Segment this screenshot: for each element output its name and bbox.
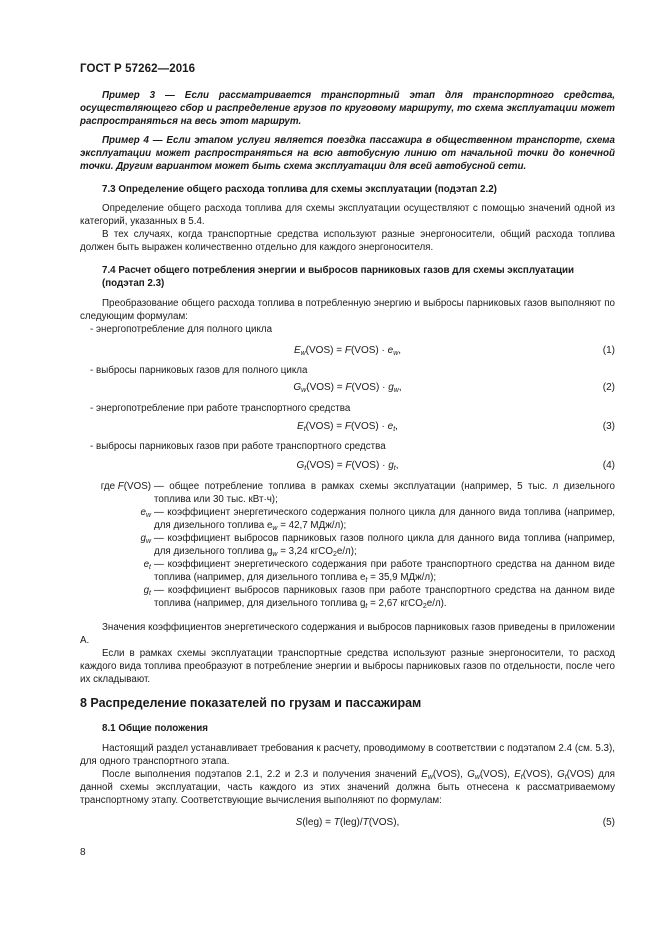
- definition-fvos: где F(VOS) — общее потребление топлива в рамках схемы эксплуатации (например, 5 тыс. л дизельного топлива или 30 тыс. кВт·ч);: [100, 481, 615, 505]
- definition-gw: $g_w$ — коэффициент выбросов парниковых газов полного цикла для данного вида топлива (например, для дизельного топлива $g_w = 3,24$ кгCO$_2$e/л);: [140, 533, 615, 558]
- where-lead: где: [100, 481, 116, 492]
- definition-gt: $g_t$ — коэффициент выбросов парниковых газов при работе транспортного средства на данном виде топлива (например, для дизельного топлива $g_t = 2,67$ кгCO$_2$e/л).: [143, 585, 615, 610]
- example-4: Пример 4 — Если этапом услуги является поездка пассажира в общественном транспорте, схема эксплуатации может распространяться на всю автобусную линию от начальной точки до конечной точки. Другим вариантом может быть схема эксплуатации для всей автобусной сети.: [80, 135, 615, 173]
- example-3: Пример 3 — Если рассматривается транспортный этап для транспортного средства, осуществляющего сбор и распределение грузов по круговому маршруту, то схема эксплуатации может распространяться на весь этот маршрут.: [80, 90, 615, 128]
- variable-definitions: [80, 480, 615, 610]
- formula-3-number: (3): [602, 421, 615, 432]
- list-item-ghg-operation-wrap: [80, 440, 615, 453]
- document-header: ГОСТ Р 57262—2016: [80, 63, 196, 75]
- section-8-1-title: 8.1 Общие положения: [102, 723, 209, 734]
- section-8-1: [80, 722, 615, 808]
- definition-ew: $e_w$ — коэффициент энергетического содержания полного цикла для данного вида топлива (например, для дизельного топлива $e_w = 42,7$ МДж/л);: [140, 507, 615, 532]
- section-7-3-title: 7.3 Определение общего расхода топлива для схемы эксплуатации (подэтап 2.2): [102, 184, 497, 195]
- formula-1-number: (1): [602, 345, 615, 356]
- list-item-ghg-operation: - выбросы парниковых газов при работе транспортного средства: [90, 441, 386, 452]
- section-8-title: 8 Распределение показателей по грузам и пассажирам: [80, 696, 422, 710]
- section-7-4-after-1: Значения коэффициентов энергетического содержания и выбросов парниковых газов приведены в приложении А.: [80, 622, 615, 647]
- list-item-ghg-full-cycle-wrap: [80, 364, 615, 377]
- page-number: 8: [80, 847, 86, 858]
- section-7-3-para-2: В тех случаях, когда транспортные средства используют разные энергоносители, общий расхода топлива должен быть выражен количественно отдельно для каждого энергоносителя.: [80, 229, 615, 254]
- section-7-4-after-2: Если в рамках схемы эксплуатации транспортные средства используют разные энергоносители, то расход каждого вида топлива преобразуют в потребление энергии и выбросы парниковых газов по отдельности, после чего их складывают.: [80, 648, 615, 686]
- formula-4-number: (4): [602, 460, 615, 471]
- section-7-4-intro: Преобразование общего расхода топлива в потребленную энергию и выбросы парниковых газов выполняют по следующим формулам:: [80, 298, 615, 323]
- list-item-energy-operation-wrap: [80, 402, 615, 415]
- list-item-energy-full-cycle: - энергопотребление для полного цикла: [90, 324, 273, 336]
- formula-2-number: (2): [602, 382, 615, 393]
- section-7-4: [80, 264, 615, 336]
- section-7-4-title: 7.4 Расчет общего потребления энергии и выбросов парниковых газов для схемы эксплуатации (подэтап 2.3): [102, 265, 575, 290]
- document-page: ГОСТ Р 57262—2016 Пример 3 — Если рассматривается транспортный этап для транспортного средства, осуществляющего сбор и распределение грузов по круговому маршруту, то схема эксплуатации может распространяться на весь этот маршрут. Пример 4 — Если этапом услуги является поездка пассажира в общественном транспорте, схема эксплуатации может распространяться на всю автобусную линию от начальной точки до конечной точки. Другим вариантом может быть схема эксплуатации для всей автобусной сети. 7.3 Определение общего расхода топлива для схемы эксплуатации (подэтап 2.2) Определение общего расхода топлива для схемы эксплуатации осуществляют с помощью значений одной из категорий, указанных в 5.4. В тех случаях, когда транспортные средства используют разные энергоносители, общий расхода топлива должен быть выражен количественно отдельно для каждого энергоносителя. 7.4 Расчет общего потребления энергии и выбросов парниковых газов для схемы эксплуатации (подэтап 2.3) Преобразование общего расхода топлива в потребленную энергию и выбросы парниковых газов выполняют по следующим формулам: - энергопотребление для полного цикла $E_w(VOS) = F(VOS) \cdot e_w$, (1) - выбросы парниковых газов для полного цикла $G_w(VOS) = F(VOS) \cdot g_w$, (2) - энергопотребление при работе транспортного средства $E_t(VOS) = F(VOS) \cdot e_t$, (3) - выбросы парниковых газов при работе транспортного средства $G_t(VOS) = F(VOS) \cdot g_t$, (4) где F(VOS) — общее потребление топлива в рамках схемы эксплуатации (например, 5 тыс. л дизельного топлива или 30 тыс. кВт·ч); $e_w$ — коэффициент энергетического содержания полного цикла для данного вида топлива (например, для дизельного топлива $e_w = 42,7$ МДж/л); $g_w$ — коэффициент выбросов парниковых газов полного цикла для данного вида топлива (например, для дизельного топлива $g_w = 3,24$ кгCO$_2$e/л); $e_t$ — коэффициент энергетического содержания при работе транспортного средства на данном виде топлива (например, для дизельного топлива $e_t = 35,9$ МДж/л); $g_t$ — коэффициент выбросов парниковых газов при работе транспортного средства на данном виде топлива (например, для дизельного топлива $g_t = 2,67$ кгCO$_2$e/л). Значения коэффициентов энергетического содержания и выбросов парниковых газов приведены в приложении А. Если в рамках схемы эксплуатации транспортные средства используют разные энергоносители, то расход каждого вида топлива преобразуют в потребление энергии и выбросы парниковых газов по отдельности, после чего их складывают. 8 Распределение показателей по грузам и пассажирам 8.1 Общие положения Настоящий раздел устанавливает требования к расчету, проводимому в соответствии с подэтапом 2.4 (см. 5.3), для одного транспортного этапа. После выполнения подэтапов 2.1, 2.2 и 2.3 и получения значений $E_w(VOS)$, $G_w(VOS)$, $E_t(VOS)$, $G_t(VOS)$ для данной схемы эксплуатации, часть каждого из этих значений должна быть отнесена к рассматриваемому транспортному этапу. Соответствующие вычисления выполняют по формулам: S(leg) = T(leg)/T(VOS), (5) 8: [80, 63, 615, 858]
- list-item-ghg-full-cycle: - выбросы парниковых газов для полного цикла: [90, 365, 308, 376]
- list-item-energy-operation: - энергопотребление при работе транспортного средства: [90, 403, 351, 414]
- section-7-3: [80, 183, 615, 254]
- section-7-3-para-1: Определение общего расхода топлива для схемы эксплуатации осуществляют с помощью значений одной из категорий, указанных в 5.4.: [80, 203, 615, 228]
- definition-et: $e_t$ — коэффициент энергетического содержания при работе транспортного средства на данном виде топлива (например, для дизельного топлива $e_t = 35,9$ МДж/л);: [143, 559, 615, 584]
- section-8-1-para-1: Настоящий раздел устанавливает требования к расчету, проводимому в соответствии с подэтапом 2.4 (см. 5.3), для одного транспортного этапа.: [80, 743, 615, 768]
- section-8-1-para-2: После выполнения подэтапов 2.1, 2.2 и 2.3 и получения значений $E_w(VOS)$, $G_w(VOS)$, $E_t(VOS)$, $G_t(VOS)$ для данной схемы эксплуатации, часть каждого из этих значений должна быть отнесена к рассматриваемому транспортному этапу. Соответствующие вычисления выполняют по формулам:: [80, 769, 615, 807]
- examples-block: [80, 89, 615, 174]
- formula-5-number: (5): [602, 817, 615, 828]
- section-7-4-closing: [80, 621, 615, 686]
